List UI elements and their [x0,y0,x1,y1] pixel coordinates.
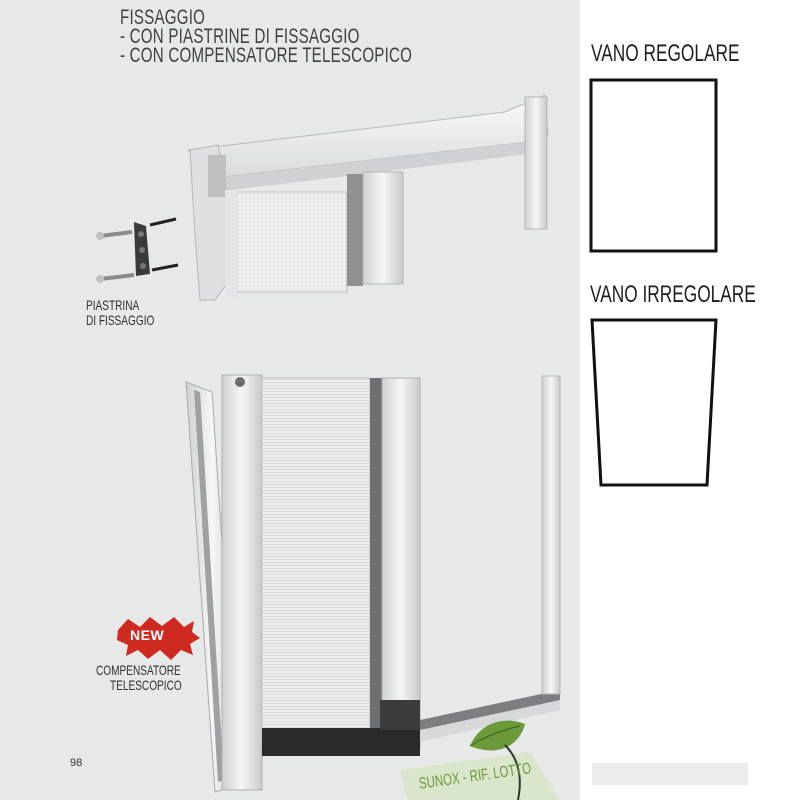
compensator-label-line-2: TELESCOPICO [110,677,182,693]
plate-label-line-1: PIASTRINA [86,297,140,313]
fixing-plate-icon [96,219,178,283]
compensator-label [96,663,214,693]
compensator-label-line-1: COMPENSATORE [96,662,181,678]
top-box-assembly [188,95,548,300]
regular-opening-title-text: VANO REGOLARE [591,40,740,67]
irregular-opening-frame [592,320,716,485]
bottom-bar [592,763,748,785]
plate-label [86,298,181,328]
heading-line-1: FISSAGGIO [120,6,206,29]
logo-text-label: SUNOX - RIF. LOTTO [418,760,533,793]
new-badge-label: NEW [130,627,165,643]
regular-opening-frame [591,80,716,251]
page-number: 98 [70,757,83,769]
regular-opening-title [591,42,797,66]
heading-line-2: - CON PIASTRINE DI FISSAGGIO [120,25,360,48]
heading-line-3: - CON COMPENSATORE TELESCOPICO [120,44,413,67]
irregular-opening-title-text: VANO IRREGOLARE [590,281,756,308]
plate-label-line-2: DI FISSAGGIO [86,312,155,328]
irregular-opening-title [590,283,800,307]
fixing-heading [120,8,526,65]
